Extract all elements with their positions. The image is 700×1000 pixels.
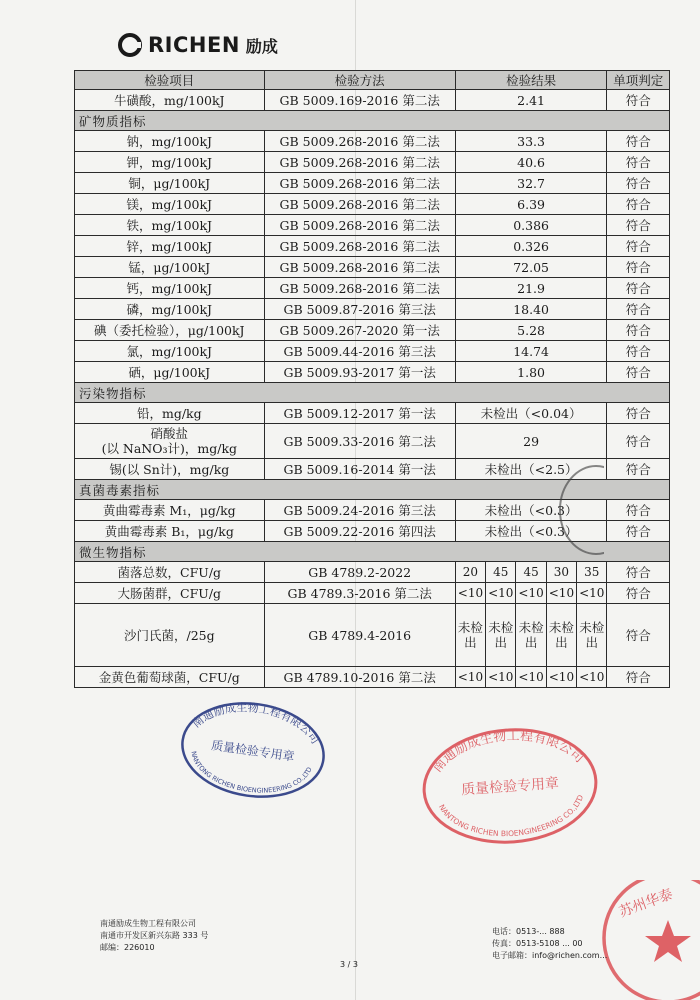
item-cell: 金黄色葡萄球菌，CFU/g bbox=[75, 667, 265, 688]
section-title-microbiology: 微生物指标 bbox=[75, 542, 670, 562]
sample-result-cell: <10 bbox=[546, 667, 576, 688]
item-cell: 大肠菌群，CFU/g bbox=[75, 583, 265, 604]
method-cell: GB 5009.12-2017 第一法 bbox=[264, 403, 455, 424]
section-row bbox=[75, 383, 670, 403]
table-row bbox=[75, 173, 670, 194]
item-line-1: 硝酸盐 bbox=[150, 426, 189, 441]
result-cell: 未检出（<0.3） bbox=[455, 500, 607, 521]
item-cell: 硒，μg/100kJ bbox=[75, 362, 265, 383]
verdict-cell: 符合 bbox=[607, 90, 670, 111]
footer-postcode: 邮编：226010 bbox=[100, 943, 155, 952]
table-row bbox=[75, 215, 670, 236]
item-line-2: (以 NaNO₃计)，mg/kg bbox=[101, 441, 238, 456]
item-cell bbox=[75, 424, 265, 459]
method-cell: GB 5009.268-2016 第二法 bbox=[264, 215, 455, 236]
item-cell: 氯，mg/100kJ bbox=[75, 341, 265, 362]
method-cell: GB 5009.268-2016 第二法 bbox=[264, 173, 455, 194]
item-cell: 牛磺酸，mg/100kJ bbox=[75, 90, 265, 111]
method-cell: GB 5009.16-2014 第一法 bbox=[264, 459, 455, 480]
footer-contact-block bbox=[492, 926, 607, 962]
verdict-cell: 符合 bbox=[607, 362, 670, 383]
method-cell: GB 4789.10-2016 第二法 bbox=[264, 667, 455, 688]
verdict-cell: 符合 bbox=[607, 320, 670, 341]
svg-text:NANTONG RICHEN BIOENGINEERING bbox=[437, 793, 588, 843]
table-row bbox=[75, 257, 670, 278]
sample-result-cell: <10 bbox=[516, 667, 546, 688]
item-cell: 钠，mg/100kJ bbox=[75, 131, 265, 152]
verdict-cell: 符合 bbox=[607, 521, 670, 542]
result-cell: 72.05 bbox=[455, 257, 607, 278]
result-cell: 40.6 bbox=[455, 152, 607, 173]
item-cell: 钙，mg/100kJ bbox=[75, 278, 265, 299]
result-cell: 18.40 bbox=[455, 299, 607, 320]
verdict-cell: 符合 bbox=[607, 278, 670, 299]
item-cell: 锡(以 Sn计)，mg/kg bbox=[75, 459, 265, 480]
logo-latin-text: RICHEN bbox=[148, 33, 240, 57]
result-cell: 21.9 bbox=[455, 278, 607, 299]
verdict-cell: 符合 bbox=[607, 341, 670, 362]
stamp-bottom-text: NANTONG RICHEN BIOENGINEERING CO.,LTD bbox=[437, 793, 586, 839]
item-cell: 镁，mg/100kJ bbox=[75, 194, 265, 215]
header-result: 检验结果 bbox=[455, 71, 607, 90]
method-cell: GB 5009.24-2016 第三法 bbox=[264, 500, 455, 521]
method-cell: GB 4789.4-2016 bbox=[264, 604, 455, 667]
result-cell: 33.3 bbox=[455, 131, 607, 152]
method-cell: GB 5009.268-2016 第二法 bbox=[264, 257, 455, 278]
stamp-bottom-text: NANTONG RICHEN BIOENGINEERING CO.,LTD bbox=[189, 750, 314, 795]
verdict-cell: 符合 bbox=[607, 299, 670, 320]
verdict-cell: 符合 bbox=[607, 424, 670, 459]
method-cell: GB 5009.93-2017 第一法 bbox=[264, 362, 455, 383]
result-cell: 未检出（<0.3） bbox=[455, 521, 607, 542]
inspection-results-table bbox=[74, 70, 670, 688]
result-cell: 29 bbox=[455, 424, 607, 459]
result-cell: 未检出（<0.04） bbox=[455, 403, 607, 424]
method-cell: GB 4789.3-2016 第二法 bbox=[264, 583, 455, 604]
result-cell: 6.39 bbox=[455, 194, 607, 215]
table-row bbox=[75, 667, 670, 688]
result-cell: 2.41 bbox=[455, 90, 607, 111]
stamp-center-text: 质量检验专用章 bbox=[210, 738, 296, 764]
sample-result-cell: <10 bbox=[455, 667, 485, 688]
item-cell: 菌落总数，CFU/g bbox=[75, 562, 265, 583]
sample-result-cell: <10 bbox=[516, 583, 546, 604]
verdict-cell: 符合 bbox=[607, 131, 670, 152]
header-verdict: 单项判定 bbox=[607, 71, 670, 90]
stamp-center-text: 质量检验专用章 bbox=[460, 775, 560, 799]
sample-result-cell: 未检出 bbox=[486, 604, 516, 667]
verdict-cell: 符合 bbox=[607, 194, 670, 215]
footer-fax: 传真：0513-5108 ... 00 bbox=[492, 939, 583, 948]
item-cell: 沙门氏菌，/25g bbox=[75, 604, 265, 667]
method-cell: GB 5009.268-2016 第二法 bbox=[264, 131, 455, 152]
method-cell: GB 5009.268-2016 第二法 bbox=[264, 194, 455, 215]
footer-company-block bbox=[100, 918, 208, 954]
item-cell: 碘（委托检验），μg/100kJ bbox=[75, 320, 265, 341]
footer-email: 电子邮箱：info@richen.com... bbox=[492, 951, 608, 960]
section-title-minerals: 矿物质指标 bbox=[75, 111, 670, 131]
result-cell: 0.326 bbox=[455, 236, 607, 257]
sample-result-cell: <10 bbox=[577, 583, 607, 604]
sample-result-cell: 未检出 bbox=[455, 604, 485, 667]
method-cell: GB 5009.268-2016 第二法 bbox=[264, 278, 455, 299]
method-cell: GB 5009.87-2016 第三法 bbox=[264, 299, 455, 320]
table-row bbox=[75, 131, 670, 152]
sample-result-cell: 未检出 bbox=[516, 604, 546, 667]
item-cell: 锰，μg/100kJ bbox=[75, 257, 265, 278]
sample-result-cell: <10 bbox=[577, 667, 607, 688]
sample-result-cell: <10 bbox=[486, 667, 516, 688]
method-cell: GB 5009.268-2016 第二法 bbox=[264, 236, 455, 257]
result-cell: 32.7 bbox=[455, 173, 607, 194]
table-row bbox=[75, 604, 670, 667]
table-row bbox=[75, 583, 670, 604]
method-cell: GB 4789.2-2022 bbox=[264, 562, 455, 583]
table-row bbox=[75, 562, 670, 583]
table-row bbox=[75, 278, 670, 299]
logo-chinese-text: 励成 bbox=[245, 36, 278, 56]
sample-result-cell: 45 bbox=[516, 562, 546, 583]
company-logo bbox=[118, 33, 278, 57]
item-cell: 黄曲霉毒素 M₁，μg/kg bbox=[75, 500, 265, 521]
item-cell: 铅，mg/kg bbox=[75, 403, 265, 424]
item-cell: 钾，mg/100kJ bbox=[75, 152, 265, 173]
sample-result-cell: 未检出 bbox=[546, 604, 576, 667]
result-cell: 未检出（<2.5） bbox=[455, 459, 607, 480]
verdict-cell: 符合 bbox=[607, 500, 670, 521]
method-cell: GB 5009.44-2016 第三法 bbox=[264, 341, 455, 362]
sample-result-cell: 未检出 bbox=[577, 604, 607, 667]
verdict-cell: 符合 bbox=[607, 236, 670, 257]
table-row bbox=[75, 341, 670, 362]
method-cell: GB 5009.22-2016 第四法 bbox=[264, 521, 455, 542]
header-method: 检验方法 bbox=[264, 71, 455, 90]
result-cell: 1.80 bbox=[455, 362, 607, 383]
table-row bbox=[75, 299, 670, 320]
quality-inspection-stamp-red bbox=[420, 726, 600, 846]
header-item: 检验项目 bbox=[75, 71, 265, 90]
section-title-mycotoxins: 真菌毒素指标 bbox=[75, 480, 670, 500]
section-title-contaminants: 污染物指标 bbox=[75, 383, 670, 403]
stamp-top-text: 南通励成生物工程有限公司 bbox=[189, 701, 322, 747]
table-row bbox=[75, 90, 670, 111]
result-cell: 14.74 bbox=[455, 341, 607, 362]
verdict-cell: 符合 bbox=[607, 173, 670, 194]
verdict-cell: 符合 bbox=[607, 152, 670, 173]
sample-result-cell: 45 bbox=[486, 562, 516, 583]
footer-company-name: 南通励成生物工程有限公司 bbox=[100, 919, 196, 928]
sample-result-cell: 30 bbox=[546, 562, 576, 583]
verdict-cell: 符合 bbox=[607, 667, 670, 688]
edge-seal-partial bbox=[556, 462, 604, 558]
method-cell: GB 5009.33-2016 第二法 bbox=[264, 424, 455, 459]
table-row bbox=[75, 424, 670, 459]
sample-result-cell: <10 bbox=[455, 583, 485, 604]
minerals-rows bbox=[75, 131, 670, 383]
verdict-cell: 符合 bbox=[607, 562, 670, 583]
verdict-cell: 符合 bbox=[607, 257, 670, 278]
item-cell: 磷，mg/100kJ bbox=[75, 299, 265, 320]
table-row bbox=[75, 194, 670, 215]
verdict-cell: 符合 bbox=[607, 583, 670, 604]
table-row bbox=[75, 403, 670, 424]
star-icon bbox=[645, 920, 691, 962]
item-cell: 铁，mg/100kJ bbox=[75, 215, 265, 236]
table-header-row bbox=[75, 71, 670, 90]
stamp-top-text: 南通励成生物工程有限公司 bbox=[429, 728, 587, 776]
item-cell: 锌，mg/100kJ bbox=[75, 236, 265, 257]
table-row bbox=[75, 362, 670, 383]
result-cell: 0.386 bbox=[455, 215, 607, 236]
verdict-cell: 符合 bbox=[607, 403, 670, 424]
table-row bbox=[75, 152, 670, 173]
section-row bbox=[75, 111, 670, 131]
item-cell: 黄曲霉毒素 B₁，μg/kg bbox=[75, 521, 265, 542]
result-cell: 5.28 bbox=[455, 320, 607, 341]
sample-result-cell: <10 bbox=[486, 583, 516, 604]
verdict-cell: 符合 bbox=[607, 215, 670, 236]
table-row bbox=[75, 320, 670, 341]
method-cell: GB 5009.267-2020 第一法 bbox=[264, 320, 455, 341]
page-number: 3 / 3 bbox=[340, 960, 358, 969]
sample-result-cell: 35 bbox=[577, 562, 607, 583]
svg-text:苏州华泰: 苏州华泰 bbox=[617, 886, 676, 921]
sample-result-cell: 20 bbox=[455, 562, 485, 583]
svg-text:南通励成生物工程有限公司 bbox=[189, 700, 326, 748]
method-cell: GB 5009.268-2016 第二法 bbox=[264, 152, 455, 173]
verdict-cell: 符合 bbox=[607, 604, 670, 667]
table-row bbox=[75, 236, 670, 257]
footer-address: 南通市开发区新兴东路 333 号 bbox=[100, 931, 209, 940]
richen-logo-icon bbox=[118, 33, 142, 57]
sample-result-cell: <10 bbox=[546, 583, 576, 604]
item-cell: 铜，μg/100kJ bbox=[75, 173, 265, 194]
svg-text:南通励成生物工程有限公司 bbox=[427, 726, 587, 776]
quality-inspection-stamp-blue bbox=[178, 700, 328, 800]
method-cell: GB 5009.169-2016 第二法 bbox=[264, 90, 455, 111]
verdict-cell: 符合 bbox=[607, 459, 670, 480]
footer-phone: 电话：0513-... 888 bbox=[492, 927, 565, 936]
